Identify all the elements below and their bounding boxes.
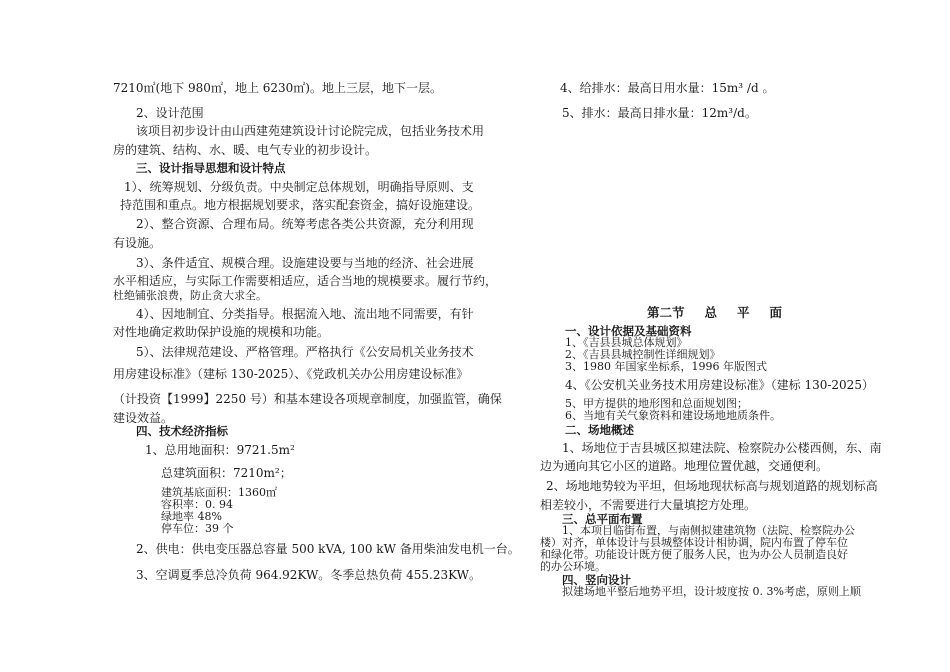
indicator-base-area: 建筑基底面积：1360㎡ bbox=[161, 486, 277, 499]
indicator-power-supply: 2、供电：供电变压器总容量 500 kVA, 100 kW 备用柴油发电机一台。 bbox=[136, 542, 520, 556]
section-title-number: 第二节 bbox=[647, 305, 685, 320]
right-column bbox=[520, 0, 950, 672]
basis-item: 1、《吉县县城总体规划》 bbox=[565, 336, 688, 349]
basis-item: 4、《公安机关业务技术用房建设标准》（建标 130-2025） bbox=[565, 378, 874, 392]
paragraph-line: 拟建场地平整后地势平坦，设计坡度按 0. 3%考虑，原则上顺 bbox=[562, 585, 861, 598]
paragraph-line: 1、本项目临街布置，与南侧拟建建筑物（法院、检察院办公 bbox=[562, 524, 855, 537]
paragraph-line: 对性地确定救助保护设施的规模和功能。 bbox=[113, 325, 330, 339]
paragraph-line: 房的建筑、结构、水、暖、电气专业的初步设计。 bbox=[113, 143, 378, 157]
basis-item: 5、甲方提供的地形图和总面规划图； bbox=[565, 397, 748, 410]
paragraph-line: 5）、法律规范建设、严格管理。严格执行《公安局机关业务技术 bbox=[136, 345, 474, 359]
section-title bbox=[647, 306, 782, 320]
subsection-heading-layout: 三、总平面布置 bbox=[562, 512, 643, 526]
paragraph-line: 杜绝铺张浪费，防止贪大求全。 bbox=[113, 289, 267, 302]
basis-item: 6、当地有关气象资料和建设场地地质条件。 bbox=[565, 409, 781, 422]
indicator-water-supply: 4、给排水：最高日用水量：15m³ /d 。 bbox=[560, 81, 775, 95]
paragraph-line: 边为通向其它小区的道路。地理位置优越，交通便利。 bbox=[540, 459, 829, 473]
basis-item: 2、《吉县县城控制性详细规划》 bbox=[565, 348, 721, 361]
paragraph-line: 1）、统筹规划、分级负责。中央制定总体规划，明确指导原则、支 bbox=[124, 180, 474, 194]
paragraph-line: 相差较小，不需要进行大量填挖方处理。 bbox=[540, 498, 757, 512]
section-heading-design-principles: 三、设计指导思想和设计特点 bbox=[136, 161, 286, 175]
paragraph-line: 水平相适应，与实际工作需要相适应，适合当地的规模要求。履行节约， bbox=[113, 274, 498, 288]
section-title-char: 平 bbox=[737, 305, 750, 320]
paragraph-line: 建设效益。 bbox=[113, 411, 174, 425]
subsection-heading-vertical-design: 四、竖向设计 bbox=[562, 573, 631, 587]
subsection-heading-site-overview: 二、场地概述 bbox=[565, 423, 634, 437]
paragraph-line: 和绿化带。功能设计既方便了服务人民，也为办公人员制造良好 bbox=[540, 548, 848, 561]
section-title-char: 面 bbox=[769, 305, 783, 320]
paragraph-line: 2、场地地势较为平坦，但场地现状标高与规划道路的规划标高 bbox=[546, 479, 878, 493]
paragraph-line: 持范围和重点。地方根据规划要求，落实配套资金，搞好设施建设。 bbox=[120, 198, 481, 212]
basis-item: 3、1980 年国家坐标系，1996 年版图式 bbox=[565, 360, 767, 373]
indicator-plot-ratio: 容积率：0. 94 bbox=[161, 498, 233, 511]
paragraph-line: 该项目初步设计由山西建苑建筑设计讨论院完成，包括业务技术用 bbox=[136, 124, 485, 138]
section-title-char: 总 bbox=[704, 305, 718, 320]
paragraph-line: 1、场地位于吉县城区拟建法院、检察院办公楼西侧，东、南 bbox=[562, 441, 882, 455]
paragraph-line: 4）、因地制宜、分类指导。根据流入地、流出地不同需要，有针 bbox=[136, 307, 474, 321]
paragraph-line: （计投资【1999】2250 号）和基本建设各项规章制度，加强监管，确保 bbox=[113, 392, 502, 406]
paragraph-line: 3）、条件适宜、规模合理。设施建设要与当地的经济、社会进展 bbox=[136, 256, 474, 270]
paragraph-line: 有设施。 bbox=[113, 236, 162, 250]
indicator-parking: 停车位：39 个 bbox=[161, 522, 234, 535]
indicator-total-floor-area: 总建筑面积：7210m²； bbox=[161, 466, 292, 480]
indicator-green-ratio: 绿地率 48% bbox=[161, 510, 222, 523]
paragraph-line: 2）、整合资源、合理布局。统筹考虑各类公共资源，充分利用现 bbox=[136, 217, 474, 231]
paragraph-line: 楼）对齐，单体设计与县城整体设计相协调，院内布置了停车位 bbox=[540, 536, 848, 549]
section-heading-technical-indicators: 四、技术经济指标 bbox=[136, 424, 228, 438]
indicator-hvac-load: 3、空调夏季总冷负荷 964.92KW。冬季总热负荷 455.23KW。 bbox=[136, 568, 481, 582]
area-summary-line: 7210㎡(地下 980㎡，地上 6230㎡)。地上三层，地下一层。 bbox=[113, 81, 442, 95]
subsection-heading-basis: 一、设计依据及基础资料 bbox=[565, 324, 692, 338]
design-scope-heading: 2、设计范围 bbox=[136, 106, 204, 120]
paragraph-line: 的办公环境。 bbox=[540, 560, 606, 573]
indicator-drainage: 5、排水：最高日排水量：12m³/d。 bbox=[562, 106, 757, 120]
paragraph-line: 用房建设标准》（建标 130-2025）、《党政机关办公用房建设标准》 bbox=[113, 367, 469, 381]
indicator-total-land-area: 1、总用地面积：9721.5m² bbox=[145, 443, 295, 457]
